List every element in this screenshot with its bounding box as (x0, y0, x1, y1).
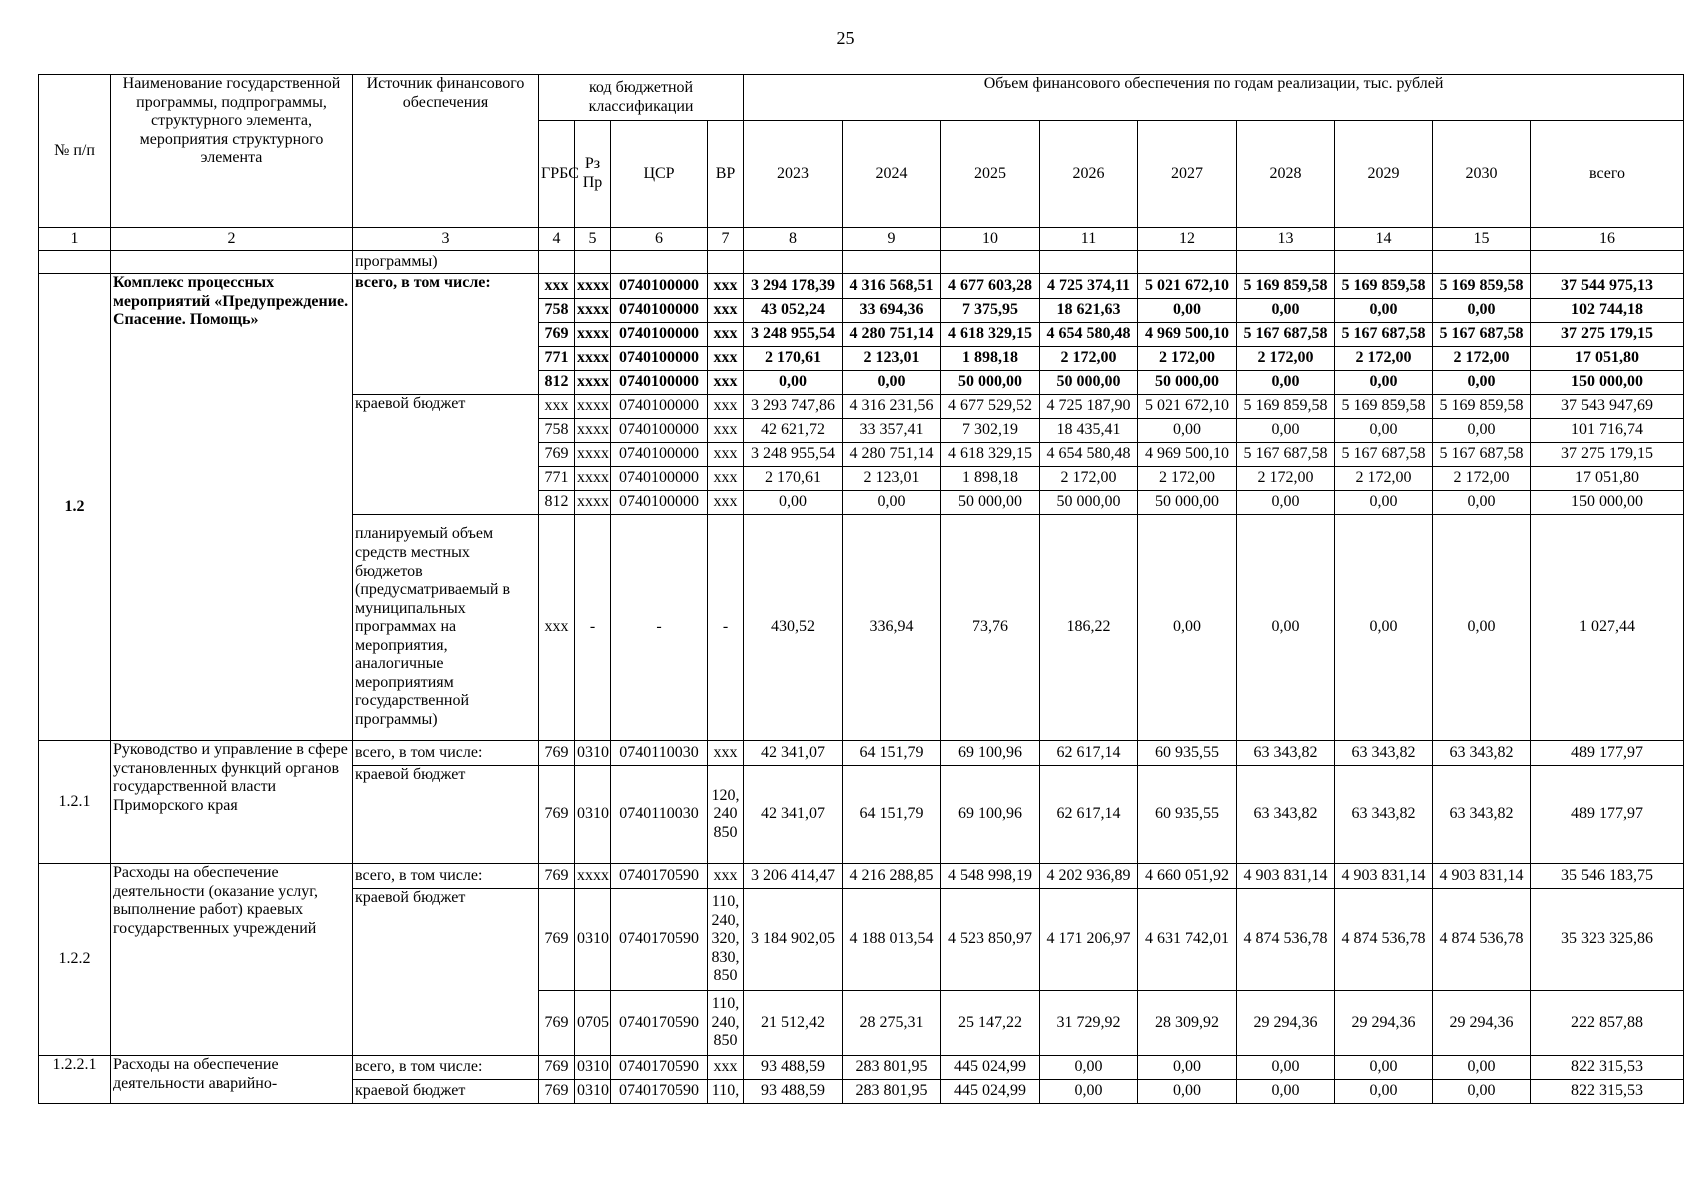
header-grbs: ГРБС (539, 121, 575, 228)
vr-cell: 110, (708, 1080, 744, 1104)
value-2027: 28 309,92 (1138, 991, 1237, 1056)
value-2027: 4 660 051,92 (1138, 864, 1237, 889)
value-2023: 3 294 178,39 (744, 274, 843, 299)
value-2030: 0,00 (1433, 419, 1531, 443)
grbs-cell: ххх (539, 515, 575, 741)
header-year: 2027 (1138, 121, 1237, 228)
vr-cell: ххх (708, 443, 744, 467)
col-number: 4 (539, 228, 575, 251)
value-2028: 2 172,00 (1237, 347, 1335, 371)
value-2028: 2 172,00 (1237, 467, 1335, 491)
value-2025: 50 000,00 (941, 371, 1040, 395)
value-2027: 60 935,55 (1138, 741, 1237, 766)
value-2026: 18 435,41 (1040, 419, 1138, 443)
csr-cell: 0740100000 (611, 443, 708, 467)
value-total: 37 543 947,69 (1531, 395, 1684, 419)
value-2027: 4 969 500,10 (1138, 443, 1237, 467)
value-2023: 42 621,72 (744, 419, 843, 443)
value-2029: 0,00 (1335, 1056, 1433, 1080)
rzpr-cell: хххх (575, 491, 611, 515)
value-2025: 4 677 603,28 (941, 274, 1040, 299)
rzpr-cell: хххх (575, 299, 611, 323)
value-2025: 445 024,99 (941, 1056, 1040, 1080)
csr-cell: 0740100000 (611, 395, 708, 419)
value-2025: 69 100,96 (941, 766, 1040, 864)
grbs-cell: 812 (539, 491, 575, 515)
value-2025: 445 024,99 (941, 1080, 1040, 1104)
value-2028: 0,00 (1237, 419, 1335, 443)
value-2029: 5 169 859,58 (1335, 274, 1433, 299)
value-2024: 4 216 288,85 (843, 864, 941, 889)
value-2023: 3 293 747,86 (744, 395, 843, 419)
value-2024: 2 123,01 (843, 467, 941, 491)
header-total: всего (1531, 121, 1684, 228)
value-2023: 3 248 955,54 (744, 443, 843, 467)
value-2026: 62 617,14 (1040, 741, 1138, 766)
value-2027: 0,00 (1138, 515, 1237, 741)
source-label: всего, в том числе: (353, 864, 539, 889)
row-number: 1.2.1 (39, 741, 111, 864)
col-number: 13 (1237, 228, 1335, 251)
header-year: 2025 (941, 121, 1040, 228)
row-1-2-2-total (39, 864, 1684, 889)
source-label: краевой бюджет (353, 889, 539, 1056)
value-total: 150 000,00 (1531, 371, 1684, 395)
rzpr-cell: 0705 (575, 991, 611, 1056)
value-2029: 2 172,00 (1335, 467, 1433, 491)
value-2030: 2 172,00 (1433, 467, 1531, 491)
value-2024: 4 188 013,54 (843, 889, 941, 991)
vr-cell: ххх (708, 864, 744, 889)
col-number: 14 (1335, 228, 1433, 251)
grbs-cell: 758 (539, 299, 575, 323)
value-2026: 4 725 374,11 (1040, 274, 1138, 299)
source-label: всего, в том числе: (353, 1056, 539, 1080)
value-2026: 50 000,00 (1040, 491, 1138, 515)
value-2024: 283 801,95 (843, 1080, 941, 1104)
grbs-cell: 771 (539, 347, 575, 371)
value-2026: 186,22 (1040, 515, 1138, 741)
value-2026: 0,00 (1040, 1080, 1138, 1104)
value-2030: 2 172,00 (1433, 347, 1531, 371)
value-2024: 0,00 (843, 491, 941, 515)
grbs-cell: 769 (539, 864, 575, 889)
value-2028: 5 169 859,58 (1237, 395, 1335, 419)
value-2024: 336,94 (843, 515, 941, 741)
value-2029: 0,00 (1335, 1080, 1433, 1104)
value-2026: 18 621,63 (1040, 299, 1138, 323)
header-row-1 (39, 75, 1684, 121)
value-2024: 4 316 568,51 (843, 274, 941, 299)
header-kbk: код бюджетной классификации (539, 75, 744, 121)
value-2028: 5 169 859,58 (1237, 274, 1335, 299)
value-2030: 0,00 (1433, 1080, 1531, 1104)
vr-cell: - (708, 515, 744, 741)
value-total: 822 315,53 (1531, 1056, 1684, 1080)
value-2027: 0,00 (1138, 419, 1237, 443)
value-2026: 4 202 936,89 (1040, 864, 1138, 889)
col-number: 1 (39, 228, 111, 251)
rzpr-cell: хххх (575, 371, 611, 395)
value-2028: 63 343,82 (1237, 741, 1335, 766)
csr-cell: 0740100000 (611, 371, 708, 395)
value-2027: 4 969 500,10 (1138, 323, 1237, 347)
source-label: краевой бюджет (353, 1080, 539, 1104)
csr-cell: 0740170590 (611, 991, 708, 1056)
col-number: 11 (1040, 228, 1138, 251)
value-2026: 4 654 580,48 (1040, 443, 1138, 467)
source-label: планируемый объем средств местных бюджетов (предусматриваемый в муниципальных программах на мероприятия, аналогичные мероприятиям государственной программы) (353, 515, 539, 741)
grbs-cell: 769 (539, 443, 575, 467)
value-2023: 21 512,42 (744, 991, 843, 1056)
vr-cell: 110, 240, 850 (708, 991, 744, 1056)
col-number: 6 (611, 228, 708, 251)
value-total: 35 546 183,75 (1531, 864, 1684, 889)
value-2027: 0,00 (1138, 1056, 1237, 1080)
value-total: 17 051,80 (1531, 467, 1684, 491)
header-rzpr: Рз Пр (575, 121, 611, 228)
header-csr: ЦСР (611, 121, 708, 228)
source-label: краевой бюджет (353, 766, 539, 864)
value-2030: 5 169 859,58 (1433, 395, 1531, 419)
header-year: 2023 (744, 121, 843, 228)
value-2023: 93 488,59 (744, 1080, 843, 1104)
value-2030: 63 343,82 (1433, 741, 1531, 766)
value-2030: 4 903 831,14 (1433, 864, 1531, 889)
value-2025: 50 000,00 (941, 491, 1040, 515)
value-2026: 4 654 580,48 (1040, 323, 1138, 347)
value-2030: 29 294,36 (1433, 991, 1531, 1056)
csr-cell: 0740170590 (611, 889, 708, 991)
value-total: 37 275 179,15 (1531, 323, 1684, 347)
value-2027: 0,00 (1138, 299, 1237, 323)
csr-cell: 0740170590 (611, 864, 708, 889)
value-2029: 2 172,00 (1335, 347, 1433, 371)
value-2030: 5 167 687,58 (1433, 443, 1531, 467)
value-2028: 4 903 831,14 (1237, 864, 1335, 889)
value-2025: 7 375,95 (941, 299, 1040, 323)
value-2028: 0,00 (1237, 1056, 1335, 1080)
value-2028: 0,00 (1237, 299, 1335, 323)
value-2024: 283 801,95 (843, 1056, 941, 1080)
rzpr-cell: 0310 (575, 889, 611, 991)
rzpr-cell: хххх (575, 323, 611, 347)
grbs-cell: ххх (539, 395, 575, 419)
header-year: 2029 (1335, 121, 1433, 228)
value-2025: 4 548 998,19 (941, 864, 1040, 889)
value-2030: 5 169 859,58 (1433, 274, 1531, 299)
csr-cell: - (611, 515, 708, 741)
header-source: Источник финансового обеспечения (353, 75, 539, 228)
value-2024: 28 275,31 (843, 991, 941, 1056)
value-total: 222 857,88 (1531, 991, 1684, 1056)
grbs-cell: 769 (539, 766, 575, 864)
value-2024: 4 280 751,14 (843, 323, 941, 347)
value-2023: 0,00 (744, 491, 843, 515)
value-2030: 0,00 (1433, 1056, 1531, 1080)
vr-cell: 120, 240 850 (708, 766, 744, 864)
csr-cell: 0740100000 (611, 347, 708, 371)
rzpr-cell: - (575, 515, 611, 741)
value-2025: 73,76 (941, 515, 1040, 741)
value-2027: 50 000,00 (1138, 371, 1237, 395)
value-2023: 42 341,07 (744, 766, 843, 864)
csr-cell: 0740100000 (611, 274, 708, 299)
value-2023: 430,52 (744, 515, 843, 741)
value-2025: 25 147,22 (941, 991, 1040, 1056)
header-year: 2028 (1237, 121, 1335, 228)
header-name: Наименование государственной программы, подпрограммы, структурного элемента, мероприятия структурного элемента (111, 75, 353, 228)
value-2030: 0,00 (1433, 299, 1531, 323)
value-2029: 0,00 (1335, 515, 1433, 741)
value-2026: 2 172,00 (1040, 467, 1138, 491)
value-2026: 31 729,92 (1040, 991, 1138, 1056)
col-number: 7 (708, 228, 744, 251)
csr-cell: 0740100000 (611, 323, 708, 347)
header-year: 2030 (1433, 121, 1531, 228)
value-total: 101 716,74 (1531, 419, 1684, 443)
value-2029: 0,00 (1335, 299, 1433, 323)
grbs-cell: 758 (539, 419, 575, 443)
value-2029: 0,00 (1335, 491, 1433, 515)
vr-cell: ххх (708, 395, 744, 419)
grbs-cell: 769 (539, 1080, 575, 1104)
col-number: 12 (1138, 228, 1237, 251)
value-2026: 50 000,00 (1040, 371, 1138, 395)
vr-cell: ххх (708, 1056, 744, 1080)
col-number: 15 (1433, 228, 1531, 251)
value-2025: 4 523 850,97 (941, 889, 1040, 991)
vr-cell: ххх (708, 299, 744, 323)
rzpr-cell: хххх (575, 395, 611, 419)
value-2028: 0,00 (1237, 1080, 1335, 1104)
rzpr-cell: хххх (575, 274, 611, 299)
value-2028: 29 294,36 (1237, 991, 1335, 1056)
rzpr-cell: 0310 (575, 741, 611, 766)
row-number: 1.2.2.1 (39, 1056, 111, 1104)
grbs-cell: 769 (539, 889, 575, 991)
csr-cell: 0740110030 (611, 766, 708, 864)
value-2029: 4 903 831,14 (1335, 864, 1433, 889)
value-2023: 3 248 955,54 (744, 323, 843, 347)
csr-cell: 0740100000 (611, 467, 708, 491)
csr-cell: 0740100000 (611, 419, 708, 443)
carryover-text: программы) (353, 251, 539, 274)
header-vr: ВР (708, 121, 744, 228)
row-1-2-total (39, 274, 1684, 299)
value-2027: 5 021 672,10 (1138, 274, 1237, 299)
value-2028: 63 343,82 (1237, 766, 1335, 864)
value-2027: 4 631 742,01 (1138, 889, 1237, 991)
value-2030: 63 343,82 (1433, 766, 1531, 864)
value-total: 102 744,18 (1531, 299, 1684, 323)
value-2023: 3 184 902,05 (744, 889, 843, 991)
value-2024: 33 357,41 (843, 419, 941, 443)
value-2025: 1 898,18 (941, 467, 1040, 491)
row-1-2-1-total (39, 741, 1684, 766)
value-2026: 4 725 187,90 (1040, 395, 1138, 419)
col-number: 10 (941, 228, 1040, 251)
value-2024: 2 123,01 (843, 347, 941, 371)
page-number: 25 (836, 28, 855, 48)
value-2028: 5 167 687,58 (1237, 443, 1335, 467)
value-2029: 0,00 (1335, 371, 1433, 395)
value-2026: 2 172,00 (1040, 347, 1138, 371)
value-2029: 5 167 687,58 (1335, 443, 1433, 467)
csr-cell: 0740100000 (611, 491, 708, 515)
value-2024: 64 151,79 (843, 741, 941, 766)
col-number: 9 (843, 228, 941, 251)
value-2023: 93 488,59 (744, 1056, 843, 1080)
source-label: всего, в том числе: (353, 741, 539, 766)
value-total: 489 177,97 (1531, 766, 1684, 864)
value-2028: 5 167 687,58 (1237, 323, 1335, 347)
rzpr-cell: хххх (575, 347, 611, 371)
value-2023: 2 170,61 (744, 467, 843, 491)
value-2024: 4 316 231,56 (843, 395, 941, 419)
grbs-cell: ххх (539, 274, 575, 299)
col-number: 8 (744, 228, 843, 251)
value-2029: 29 294,36 (1335, 991, 1433, 1056)
rzpr-cell: 0310 (575, 1080, 611, 1104)
value-2025: 4 618 329,15 (941, 443, 1040, 467)
source-label: всего, в том числе: (353, 274, 539, 395)
value-2025: 4 677 529,52 (941, 395, 1040, 419)
value-2028: 0,00 (1237, 515, 1335, 741)
column-numbers-row (39, 228, 1684, 251)
vr-cell: ххх (708, 741, 744, 766)
csr-cell: 0740170590 (611, 1056, 708, 1080)
value-2026: 0,00 (1040, 1056, 1138, 1080)
vr-cell: ххх (708, 323, 744, 347)
value-2029: 63 343,82 (1335, 741, 1433, 766)
value-2029: 0,00 (1335, 419, 1433, 443)
vr-cell: ххх (708, 274, 744, 299)
header-volume: Объем финансового обеспечения по годам реализации, тыс. рублей (744, 75, 1684, 121)
csr-cell: 0740170590 (611, 1080, 708, 1104)
value-2027: 5 021 672,10 (1138, 395, 1237, 419)
value-2025: 1 898,18 (941, 347, 1040, 371)
row-number: 1.2 (39, 274, 111, 741)
header-year: 2026 (1040, 121, 1138, 228)
value-2026: 62 617,14 (1040, 766, 1138, 864)
value-2028: 0,00 (1237, 371, 1335, 395)
row-1-2-2-1-total (39, 1056, 1684, 1080)
col-number: 2 (111, 228, 353, 251)
value-total: 489 177,97 (1531, 741, 1684, 766)
source-label: краевой бюджет (353, 395, 539, 515)
grbs-cell: 769 (539, 741, 575, 766)
value-total: 35 323 325,86 (1531, 889, 1684, 991)
value-2030: 0,00 (1433, 371, 1531, 395)
vr-cell: ххх (708, 467, 744, 491)
vr-cell: ххх (708, 371, 744, 395)
value-2023: 43 052,24 (744, 299, 843, 323)
value-2027: 2 172,00 (1138, 347, 1237, 371)
value-2023: 42 341,07 (744, 741, 843, 766)
value-total: 37 275 179,15 (1531, 443, 1684, 467)
value-2027: 50 000,00 (1138, 491, 1237, 515)
col-number: 16 (1531, 228, 1684, 251)
value-total: 37 544 975,13 (1531, 274, 1684, 299)
value-2029: 4 874 536,78 (1335, 889, 1433, 991)
vr-cell: ххх (708, 347, 744, 371)
value-total: 17 051,80 (1531, 347, 1684, 371)
col-number: 3 (353, 228, 539, 251)
value-total: 822 315,53 (1531, 1080, 1684, 1104)
rzpr-cell: хххх (575, 419, 611, 443)
financing-table (38, 74, 1684, 1104)
value-total: 1 027,44 (1531, 515, 1684, 741)
header-year: 2024 (843, 121, 941, 228)
carryover-row (39, 251, 1684, 274)
value-2030: 4 874 536,78 (1433, 889, 1531, 991)
rzpr-cell: хххх (575, 443, 611, 467)
value-2030: 0,00 (1433, 491, 1531, 515)
value-2029: 63 343,82 (1335, 766, 1433, 864)
grbs-cell: 769 (539, 323, 575, 347)
value-2029: 5 169 859,58 (1335, 395, 1433, 419)
grbs-cell: 769 (539, 1056, 575, 1080)
value-2023: 3 206 414,47 (744, 864, 843, 889)
grbs-cell: 771 (539, 467, 575, 491)
grbs-cell: 769 (539, 991, 575, 1056)
grbs-cell: 812 (539, 371, 575, 395)
value-2025: 4 618 329,15 (941, 323, 1040, 347)
vr-cell: ххх (708, 491, 744, 515)
value-2028: 0,00 (1237, 491, 1335, 515)
item-name: Расходы на обеспечение деятельности аварийно- (111, 1056, 353, 1104)
rzpr-cell: хххх (575, 467, 611, 491)
value-total: 150 000,00 (1531, 491, 1684, 515)
vr-cell: ххх (708, 419, 744, 443)
rzpr-cell: 0310 (575, 1056, 611, 1080)
item-name: Комплекс процессных мероприятий «Предупреждение. Спасение. Помощь» (111, 274, 353, 741)
value-2024: 0,00 (843, 371, 941, 395)
value-2023: 0,00 (744, 371, 843, 395)
value-2025: 69 100,96 (941, 741, 1040, 766)
csr-cell: 0740100000 (611, 299, 708, 323)
value-2024: 64 151,79 (843, 766, 941, 864)
item-name: Руководство и управление в сфере установленных функций органов государственной власти Приморского края (111, 741, 353, 864)
value-2030: 0,00 (1433, 515, 1531, 741)
item-name: Расходы на обеспечение деятельности (оказание услуг, выполнение работ) краевых государственных учреждений (111, 864, 353, 1056)
value-2028: 4 874 536,78 (1237, 889, 1335, 991)
value-2027: 0,00 (1138, 1080, 1237, 1104)
value-2023: 2 170,61 (744, 347, 843, 371)
vr-cell: 110, 240, 320, 830, 850 (708, 889, 744, 991)
row-number: 1.2.2 (39, 864, 111, 1056)
rzpr-cell: 0310 (575, 766, 611, 864)
value-2024: 4 280 751,14 (843, 443, 941, 467)
col-number: 5 (575, 228, 611, 251)
value-2029: 5 167 687,58 (1335, 323, 1433, 347)
value-2026: 4 171 206,97 (1040, 889, 1138, 991)
csr-cell: 0740110030 (611, 741, 708, 766)
value-2027: 2 172,00 (1138, 467, 1237, 491)
rzpr-cell: хххх (575, 864, 611, 889)
value-2030: 5 167 687,58 (1433, 323, 1531, 347)
value-2025: 7 302,19 (941, 419, 1040, 443)
value-2024: 33 694,36 (843, 299, 941, 323)
value-2027: 60 935,55 (1138, 766, 1237, 864)
header-num: № п/п (39, 75, 111, 228)
